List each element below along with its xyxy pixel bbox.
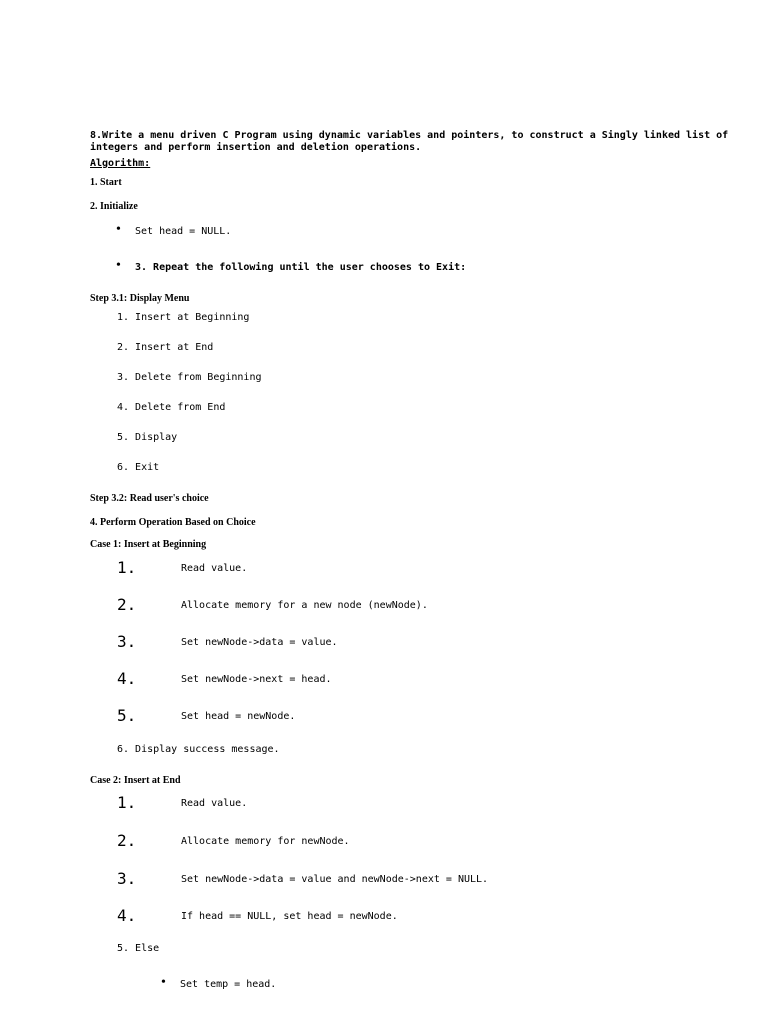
case2-step: Allocate memory for newNode. <box>181 836 350 847</box>
question-title: 8.Write a menu driven C Program using dynamic variables and pointers, to construct a Singly linked list of integers and perform insertion and deletion operations. <box>90 130 729 153</box>
menu-item: 1. Insert at Beginning <box>117 312 250 323</box>
step-display-menu: Step 3.1: Display Menu <box>90 293 190 304</box>
step-number: 4. <box>117 906 137 925</box>
bullet-icon: • <box>116 258 121 273</box>
case2-else: 5. Else <box>117 943 160 954</box>
case1-heading: Case 1: Insert at Beginning <box>90 539 207 550</box>
init-set-head: Set head = NULL. <box>135 226 232 237</box>
step-number: 2. <box>117 831 137 850</box>
step-repeat: 3. Repeat the following until the user chooses to Exit: <box>135 262 467 273</box>
case1-step: Set newNode->data = value. <box>181 637 338 648</box>
step-number: 1. <box>117 793 137 812</box>
menu-item: 5. Display <box>117 432 178 443</box>
bullet-icon: • <box>116 222 121 237</box>
step-read-choice: Step 3.2: Read user's choice <box>90 493 209 504</box>
step-number: 4. <box>117 669 137 688</box>
menu-item: 2. Insert at End <box>117 342 214 353</box>
step-number: 5. <box>117 706 137 725</box>
step-number: 1. <box>117 558 137 577</box>
case1-step: Set head = newNode. <box>181 711 296 722</box>
algorithm-heading: Algorithm: <box>90 158 151 169</box>
menu-item: 4. Delete from End <box>117 402 226 413</box>
bullet-icon: • <box>161 975 166 990</box>
step-perform-operation: 4. Perform Operation Based on Choice <box>90 517 256 528</box>
step-number: 3. <box>117 869 137 888</box>
step-number: 3. <box>117 632 137 651</box>
case2-step: If head == NULL, set head = newNode. <box>181 911 398 922</box>
case1-last-step: 6. Display success message. <box>117 744 280 755</box>
menu-item: 6. Exit <box>117 462 160 473</box>
step-initialize: 2. Initialize <box>90 201 138 212</box>
step-number: 2. <box>117 595 137 614</box>
case2-step: Set newNode->data = value and newNode->next = NULL. <box>181 874 489 885</box>
menu-item: 3. Delete from Beginning <box>117 372 262 383</box>
case2-heading: Case 2: Insert at End <box>90 775 181 786</box>
case1-step: Read value. <box>181 563 248 574</box>
step-start: 1. Start <box>90 177 122 188</box>
case2-else-step: Set temp = head. <box>180 979 277 990</box>
case1-step: Set newNode->next = head. <box>181 674 332 685</box>
case1-step: Allocate memory for a new node (newNode). <box>181 600 428 611</box>
case2-step: Read value. <box>181 798 248 809</box>
